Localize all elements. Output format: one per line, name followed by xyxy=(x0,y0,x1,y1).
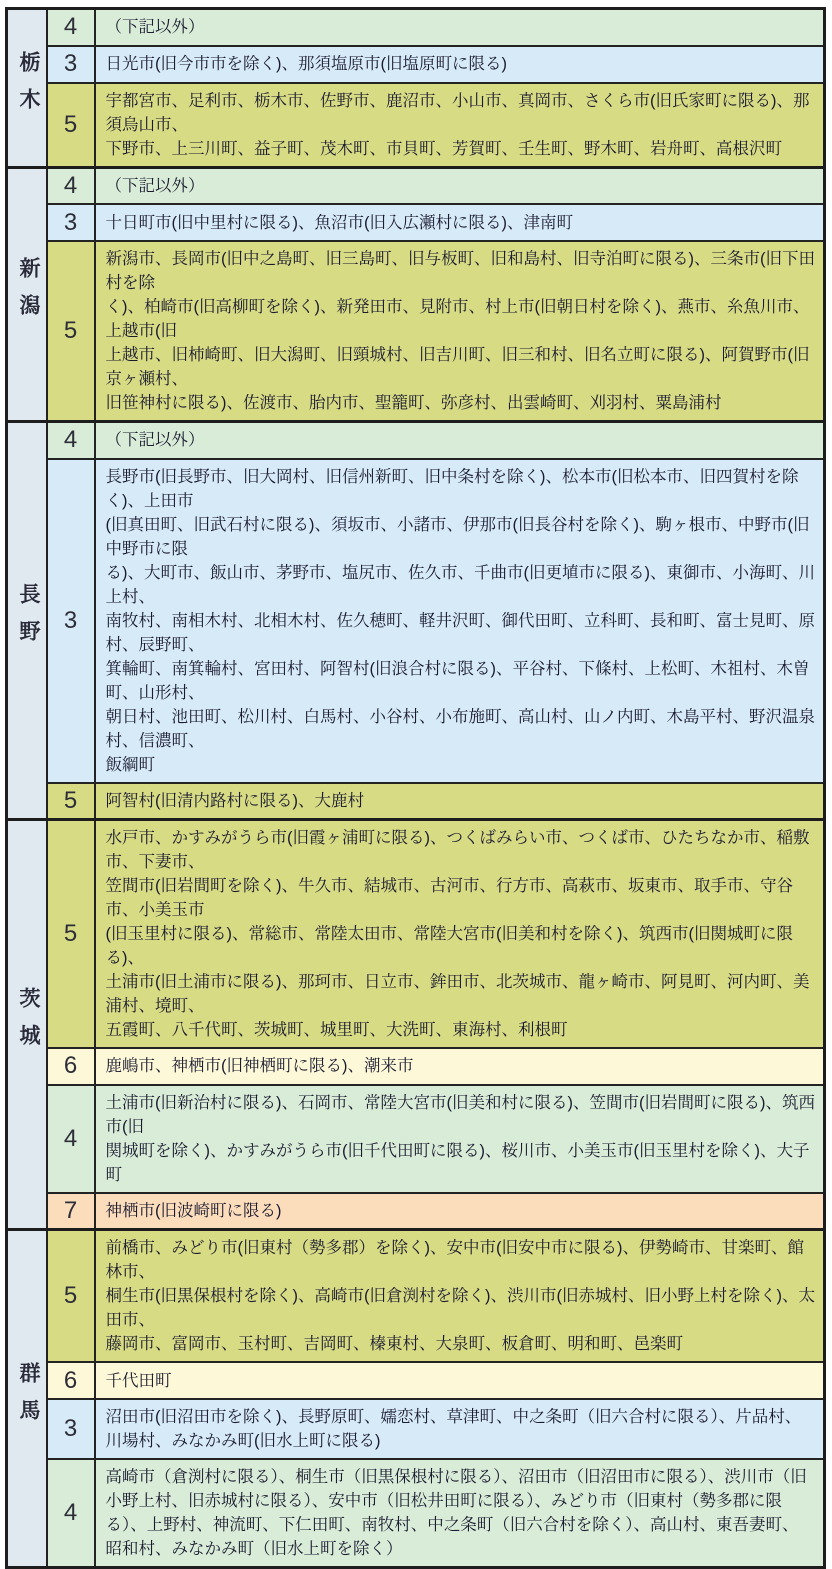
table-row xyxy=(7,783,825,820)
zone-number: 3 xyxy=(47,1399,95,1459)
table-row xyxy=(7,1459,825,1568)
zone-number: 5 xyxy=(47,819,95,1048)
prefecture-name: 栃木 xyxy=(17,50,40,125)
municipality-list: 前橋市、みどり市(旧東村（勢多郡）を除く)、安中市(旧安中市に限る)、伊勢崎市、甘楽町、館林市、 桐生市(旧黒保根村を除く)、高崎市(旧倉渕村を除く)、渋川市(旧赤城村、旧小野上村を除く)、太田市、 藤岡市、富岡市、玉村町、吉岡町、榛東村、大泉町、板倉町、明和町、邑楽町 xyxy=(95,1230,825,1363)
zone-number: 5 xyxy=(47,83,95,168)
table-row xyxy=(7,204,825,241)
municipality-list: 十日町市(旧中里村に限る)、魚沼市(旧入広瀬村に限る)、津南町 xyxy=(95,204,825,241)
table-row xyxy=(7,1362,825,1399)
table-row xyxy=(7,819,825,1048)
zone-number: 6 xyxy=(47,1048,95,1085)
prefecture-name: 長野 xyxy=(17,583,40,658)
prefecture-cell-ibaraki xyxy=(7,819,47,1230)
municipality-list: 日光市(旧今市市を除く)、那須塩原市(旧塩原町に限る) xyxy=(95,46,825,83)
prefecture-name: 新潟 xyxy=(17,257,40,332)
zone-classification-table xyxy=(5,7,826,1569)
zone-number: 4 xyxy=(47,1459,95,1568)
zone-number: 5 xyxy=(47,1230,95,1363)
prefecture-cell-tochigi xyxy=(7,9,47,168)
prefecture-cell-gunma xyxy=(7,1230,47,1568)
municipality-list: 千代田町 xyxy=(95,1362,825,1399)
zone-number: 4 xyxy=(47,9,95,46)
municipality-list: 神栖市(旧波崎町に限る) xyxy=(95,1193,825,1230)
zone-number: 3 xyxy=(47,204,95,241)
table-row xyxy=(7,1048,825,1085)
zone-number: 5 xyxy=(47,241,95,422)
zone-number: 4 xyxy=(47,167,95,204)
table-row xyxy=(7,1085,825,1193)
table-row xyxy=(7,1230,825,1363)
zone-number: 5 xyxy=(47,783,95,820)
table-row xyxy=(7,241,825,422)
table-row xyxy=(7,1399,825,1459)
prefecture-cell-nagano xyxy=(7,422,47,820)
municipality-list: 新潟市、長岡市(旧中之島町、旧三島町、旧与板町、旧和島村、旧寺泊町に限る)、三条市(旧下田村を除 く)、柏崎市(旧高柳町を除く)、新発田市、見附市、村上市(旧朝日村を除く)、燕市、糸魚川市、上越市(旧 上越市、旧柿崎町、旧大潟町、旧頸城村、旧吉川町、旧三和村、旧名立町に限る)、阿賀野市(旧京ヶ瀬村、 旧笹神村に限る)、佐渡市、胎内市、聖籠町、弥彦村、出雲崎町、刈羽村、粟島浦村 xyxy=(95,241,825,422)
table-row xyxy=(7,167,825,204)
municipality-list: 高崎市（倉渕村に限る）、桐生市（旧黒保根村に限る）、沼田市（旧沼田市に限る）、渋川市（旧 小野上村、旧赤城村に限る）、安中市（旧松井田町に限る）、みどり市（旧東村（勢多郡に限 る）、上野村、神流町、下仁田町、南牧村、中之条町（旧六合村を除く）、高山村、東吾妻町、 昭和村、みなかみ町（旧水上町を除く） xyxy=(95,1459,825,1568)
municipality-list: 水戸市、かすみがうら市(旧霞ヶ浦町に限る)、つくばみらい市、つくば市、ひたちなか市、稲敷市、下妻市、 笠間市(旧岩間町を除く)、牛久市、結城市、古河市、行方市、高萩市、坂東市、取手市、守谷市、小美玉市 (旧玉里村に限る)、常総市、常陸太田市、常陸大宮市(旧美和村を除く)、筑西市(旧関城町に限る)、 土浦市(旧土浦市に限る)、那珂市、日立市、鉾田市、北茨城市、龍ヶ崎市、阿見町、河内町、美浦村、境町、 五霞町、八千代町、茨城町、城里町、大洗町、東海村、利根町 xyxy=(95,819,825,1048)
table-row xyxy=(7,46,825,83)
prefecture-name: 群馬 xyxy=(17,1361,40,1436)
municipality-list: 土浦市(旧新治村に限る)、石岡市、常陸大宮市(旧美和村に限る)、笠間市(旧岩間町に限る)、筑西市(旧 関城町を除く)、かすみがうら市(旧千代田町に限る)、桜川市、小美玉市(旧玉里村を除く)、大子町 xyxy=(95,1085,825,1193)
zone-number: 3 xyxy=(47,46,95,83)
table-row xyxy=(7,422,825,459)
municipality-list: 沼田市(旧沼田市を除く)、長野原町、嬬恋村、草津町、中之条町（旧六合村に限る）、片品村、 川場村、みなかみ町(旧水上町に限る) xyxy=(95,1399,825,1459)
zone-number: 3 xyxy=(47,459,95,783)
municipality-list: 阿智村(旧清内路村に限る)、大鹿村 xyxy=(95,783,825,820)
table-row xyxy=(7,9,825,46)
municipality-list: 長野市(旧長野市、旧大岡村、旧信州新町、旧中条村を除く)、松本市(旧松本市、旧四賀村を除く)、上田市 (旧真田町、旧武石村に限る)、須坂市、小諸市、伊那市(旧長谷村を除く)、駒ヶ根市、中野市(旧中野市に限 る)、大町市、飯山市、茅野市、塩尻市、佐久市、千曲市(旧更埴市に限る)、東御市、小海町、川上村、 南牧村、南相木村、北相木村、佐久穂町、軽井沢町、御代田町、立科町、長和町、富士見町、原村、辰野町、 箕輪町、南箕輪村、宮田村、阿智村(旧浪合村に限る)、平谷村、下條村、上松町、木祖村、木曽町、山形村、 朝日村、池田町、松川村、白馬村、小谷村、小布施町、高山村、山ノ内町、木島平村、野沢温泉村、信濃町、 飯綱町 xyxy=(95,459,825,783)
table-row xyxy=(7,1193,825,1230)
table-row xyxy=(7,83,825,168)
municipality-list: （下記以外） xyxy=(95,9,825,46)
zone-number: 7 xyxy=(47,1193,95,1230)
municipality-list: 鹿嶋市、神栖市(旧神栖町に限る)、潮来市 xyxy=(95,1048,825,1085)
zone-number: 4 xyxy=(47,1085,95,1193)
prefecture-cell-niigata xyxy=(7,167,47,422)
municipality-list: （下記以外） xyxy=(95,422,825,459)
prefecture-name: 茨城 xyxy=(17,987,40,1062)
municipality-list: 宇都宮市、足利市、栃木市、佐野市、鹿沼市、小山市、真岡市、さくら市(旧氏家町に限る)、那須烏山市、 下野市、上三川町、益子町、茂木町、市貝町、芳賀町、壬生町、野木町、岩舟町、高根沢町 xyxy=(95,83,825,168)
table-row xyxy=(7,459,825,783)
zone-number: 4 xyxy=(47,422,95,459)
zone-number: 6 xyxy=(47,1362,95,1399)
municipality-list: （下記以外） xyxy=(95,167,825,204)
